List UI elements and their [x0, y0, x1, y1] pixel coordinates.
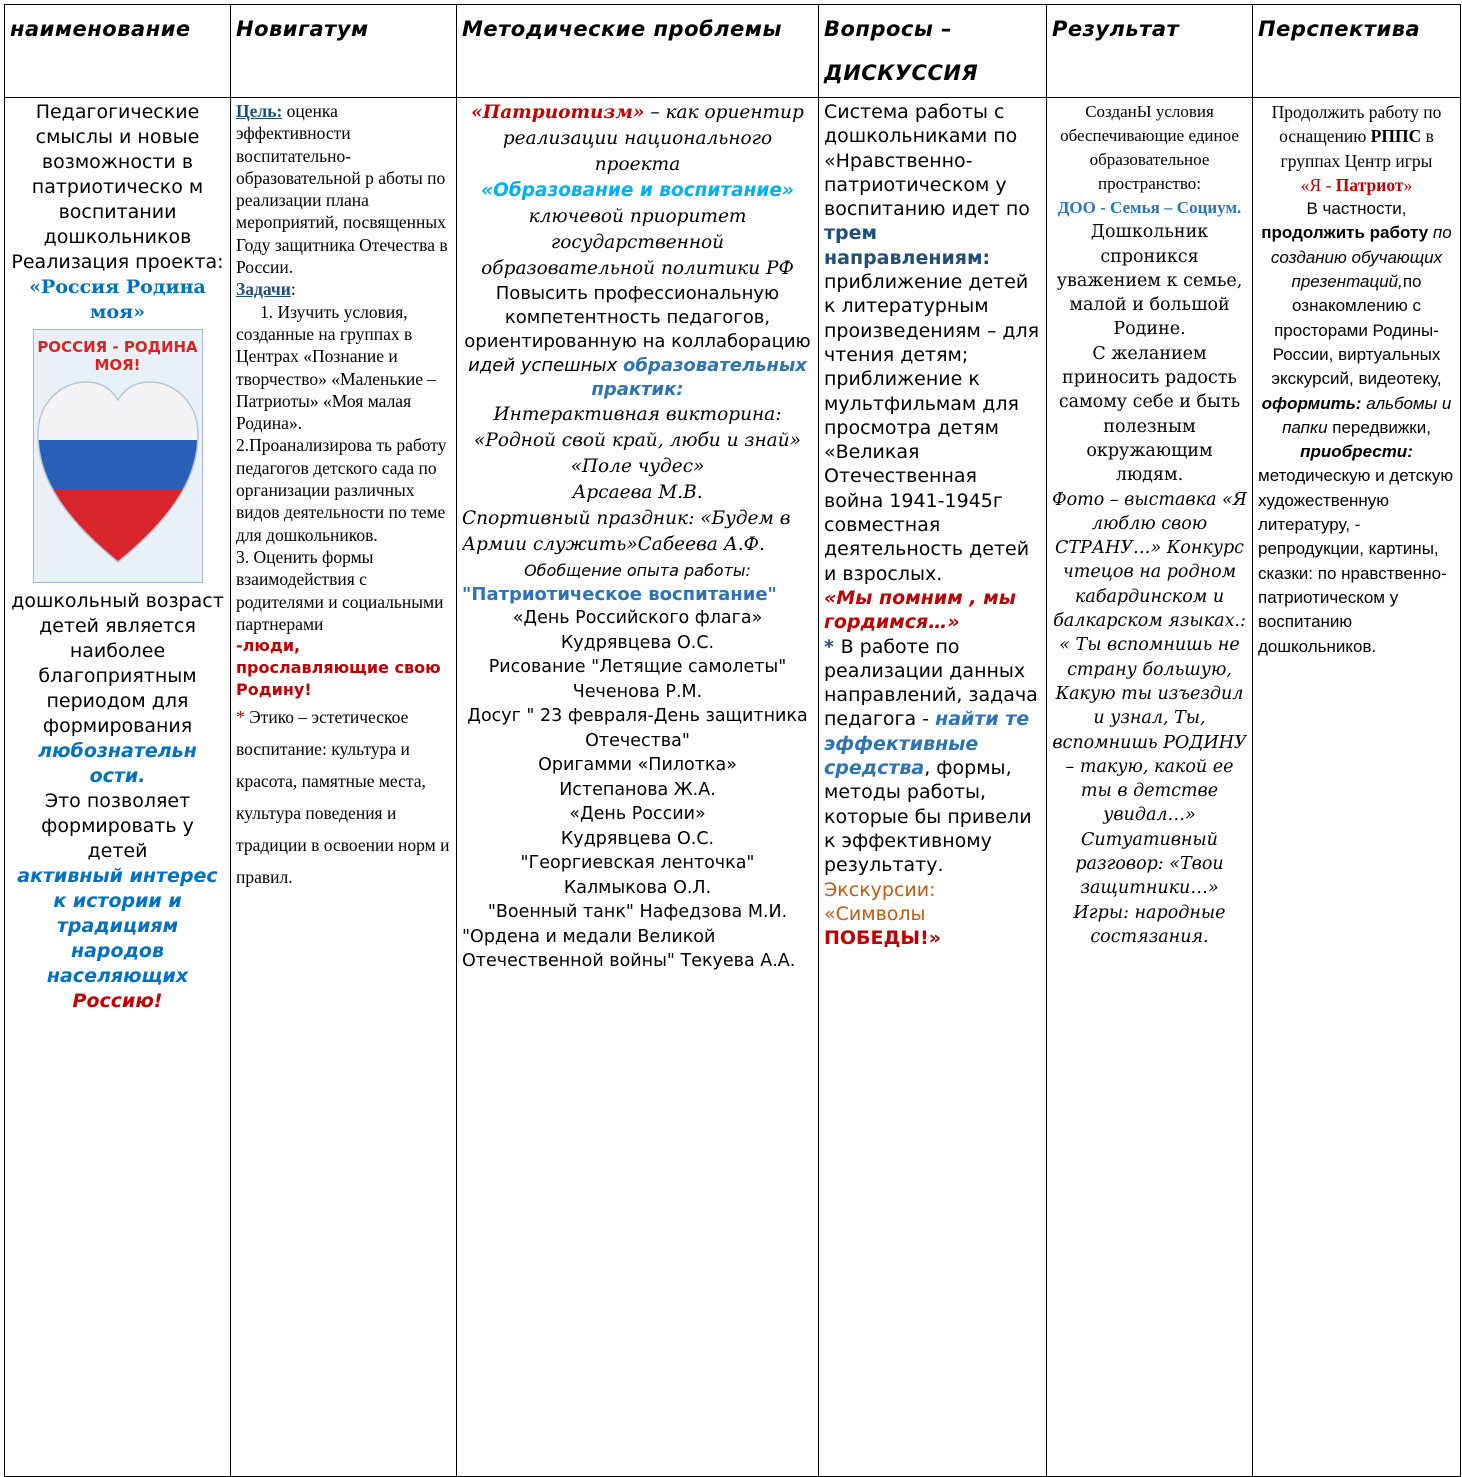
task-3: 3. Оценить формы взаимодействия с родителями и социальными партнерами: [236, 546, 444, 634]
competence-block: [462, 282, 813, 402]
presentations-text: по созданию обучающих презентаций,: [1270, 223, 1452, 292]
cell-questions: [819, 98, 1047, 1477]
conditions-text: СозданЫ условия обеспечивающие единое образовательное пространство:: [1060, 102, 1239, 193]
three-directions: трем направлениям:: [824, 222, 991, 269]
field-of-wonders: «Поле чудес»: [570, 456, 705, 477]
event-tank: "Военный танк" Нафедзова М.И.: [487, 902, 788, 922]
ideas-text: идей успешных: [468, 355, 623, 376]
groups-text: в группах Центр игры: [1280, 126, 1434, 171]
respect-text: Дошкольник спроникся уважением к семье, малой и большой Родине.: [1056, 222, 1243, 340]
header-questions-line1: Вопросы –: [824, 17, 953, 41]
practices-text: образовательных практик:: [591, 355, 807, 400]
competence-text: Повысить профессиональную компетентность педагогов, ориентированную на коллаборацию: [464, 283, 811, 352]
sport-holiday: Спортивный праздник: «Будем в Армии служить»Сабеева А.Ф.: [462, 508, 791, 555]
cell-naimenovanie: [5, 98, 231, 1477]
event-author-istepanova: Истепанова Ж.А.: [559, 779, 716, 800]
title-text: Педагогические смыслы и новые возможности в патриотическо м воспитании дошкольников: [31, 101, 204, 248]
directions-text: приближение детей к литературным произведениям – для чтения детям; приближение к мультфильмам для просмотра детям «Великая Отечественная война 1941-1945г совместная деятельность детей и взрослых.: [824, 271, 1040, 585]
cell-result: [1047, 98, 1253, 1477]
experience-label: Обобщение опыта работы:: [524, 561, 751, 580]
header-questions-line2: ДИСКУССИЯ: [824, 61, 979, 85]
continue-work: продолжить работу: [1261, 223, 1429, 243]
ethics-block: [236, 701, 451, 893]
goal-text: оценка эффективности воспитательно-образовательной р аботы по реализации плана мероприятий, посвященных Году защитника Отечества в России.: [236, 101, 448, 278]
acquire-label: приобрести:: [1300, 442, 1413, 462]
tasks-heading: [236, 278, 451, 300]
age-text: дошкольный возраст детей является наиболее благоприятным периодом для формирования: [11, 590, 224, 737]
star-mark: *: [236, 707, 250, 728]
goal-block: [236, 100, 451, 278]
people-text: -люди, прославляющие свою Родину!: [236, 636, 441, 700]
excursions-block: [824, 878, 1041, 951]
forms-text: , формы, методы работы, которые бы привели к эффективному результату.: [824, 757, 1032, 877]
tasks-label: Задачи: [236, 279, 291, 300]
project-block: [462, 178, 813, 282]
remember-proud: «Мы помним , мы гордимся…»: [824, 586, 1016, 634]
quiz-name: «Родной свой край, люби и знай»: [474, 430, 801, 451]
priority-text: ключевой приоритет государственной образовательной политики РФ: [481, 206, 794, 279]
event-medals: "Ордена и медали Великой Отечественной войны" Текуева А.А.: [462, 926, 796, 971]
cell-novigatum: [231, 98, 457, 1477]
activities-text: Фото – выставка «Я люблю свою СТРАНУ…» Конкурс чтецов на родном кабардинском и балкарском языках.: « Ты вспомнишь не страну большую, Какую ты изъездил и узнал, Ты, вспомнишь РОДИНУ – такую, какой ее ты в детстве увидал…» Ситуативный разговор: «Твои защитники…» Игры: народные состязания.: [1052, 489, 1247, 947]
family-society: ДОО - Семья – Социум.: [1057, 198, 1242, 217]
header-naimenovanie: наименование: [5, 5, 231, 98]
goal-label: Цель:: [236, 101, 283, 121]
author-arsaeva: Арсаева М.В.: [572, 482, 703, 503]
header-method-problems: Методические проблемы: [457, 5, 819, 98]
cell-method-problems: [457, 98, 819, 1477]
event-russia-day: «День России»: [569, 804, 706, 824]
excursions-label: Экскурсии: «: [824, 878, 936, 925]
event-planes: Рисование "Летящие самолеты" Чеченова Р.М.: [488, 657, 787, 702]
particular-block: [1258, 197, 1455, 464]
asterisk: *: [824, 635, 841, 658]
content-row: [5, 98, 1461, 1477]
acquaint-text: по ознакомлению с просторами Родины- России, виртуальных экскурсий, видеотеку,: [1271, 272, 1442, 389]
interest-text: активный интерес к истории и традициям народов населяющих: [17, 865, 218, 987]
curiosity-text: любознательн ости.: [38, 740, 197, 787]
analysis-table: [4, 4, 1461, 1477]
project-label: Реализация проекта:: [11, 251, 224, 273]
task-2: 2.Проанализирова ть работу педагогов детского сада по организации различных видов деятельности по теме для дошкольников.: [236, 435, 447, 545]
ethics-text: Этико – эстетическое воспитание: культура и красота, памятные места, культура поведения и традиции в освоении норм и правил.: [236, 707, 450, 888]
header-result: Результат: [1047, 5, 1253, 98]
header-row: [5, 5, 1461, 98]
tasks-colon: :: [290, 279, 296, 300]
patriotism-text: – как ориентир реализации национального проекта: [502, 102, 804, 175]
quote-close: »: [1403, 174, 1413, 195]
design-label: оформить:: [1261, 393, 1362, 413]
event-author-kudryavtseva: Кудрявцева О.С.: [560, 828, 715, 849]
events-list: [462, 606, 813, 974]
victory-text: ПОБЕДЫ!»: [824, 927, 942, 950]
header-questions: [819, 5, 1047, 98]
patriot-text: Патриот: [1335, 174, 1404, 195]
rppс-text: РППС: [1370, 126, 1422, 147]
effective-means: найти те эффективные средства: [824, 708, 1030, 780]
quiz-title: Интерактивная викторина:: [493, 404, 782, 425]
heart-flag-icon: [34, 330, 202, 582]
event-origami: Оригамми «Пилотка»: [538, 755, 737, 775]
poster-image: [33, 329, 203, 583]
cell-perspective: [1253, 98, 1461, 1477]
albums-text: альбомы и папки: [1282, 393, 1452, 437]
patriotism-block: [462, 100, 813, 178]
event-flag-day: «День Российского флага» Кудрявцева О.С.: [512, 608, 763, 653]
event-feb23: Досуг " 23 февраля-День защитника Отечества": [467, 706, 808, 751]
i-text: «Я -: [1300, 174, 1336, 195]
project-name: «Россия Родина моя»: [29, 276, 206, 323]
event-author-kalmykova: Калмыкова О.Л.: [563, 877, 712, 898]
experience-title: "Патриотическое воспитание": [462, 584, 777, 605]
project-title: «Образование и воспитание»: [481, 180, 794, 201]
joy-text: С желанием приносить радость самому себе и быть полезным окружающим людям.: [1058, 343, 1241, 486]
task-1: 1. Изучить условия, созданные на группах в Центрах «Познание и творчество» «Маленькие – Патриоты» «Моя малая Родина».: [236, 301, 437, 434]
symbols-text: Символы: [835, 902, 926, 925]
mobile-text: передвижки,: [1327, 417, 1431, 437]
russia-text: Россию!: [72, 990, 163, 1012]
event-ribbon: "Георгиевская ленточка": [520, 853, 755, 873]
system-text: Система работы с дошкольниками по «Нравственно-патриотическом у воспитанию идет по: [824, 101, 1030, 221]
continue-text: Продолжить работу по оснащению: [1271, 102, 1442, 147]
allows-text: Это позволяет формировать у детей: [41, 790, 194, 862]
literature-text: методическую и детскую художественную литературу, - репродукции, картины, сказки: по нравственно-патриотическом у воспитанию дошкольников.: [1258, 466, 1454, 656]
task-text: В работе по реализации данных направлений, задача педагога -: [824, 635, 1038, 731]
poster-title: РОССИЯ - РОДИНА МОЯ!: [37, 338, 198, 374]
patriotism-word: «Патриотизм»: [471, 102, 645, 123]
continue-block: [1258, 100, 1455, 197]
particular-text: В частности,: [1306, 199, 1407, 219]
header-perspective: Перспектива: [1253, 5, 1461, 98]
header-novigatum: Новигатум: [231, 5, 457, 98]
